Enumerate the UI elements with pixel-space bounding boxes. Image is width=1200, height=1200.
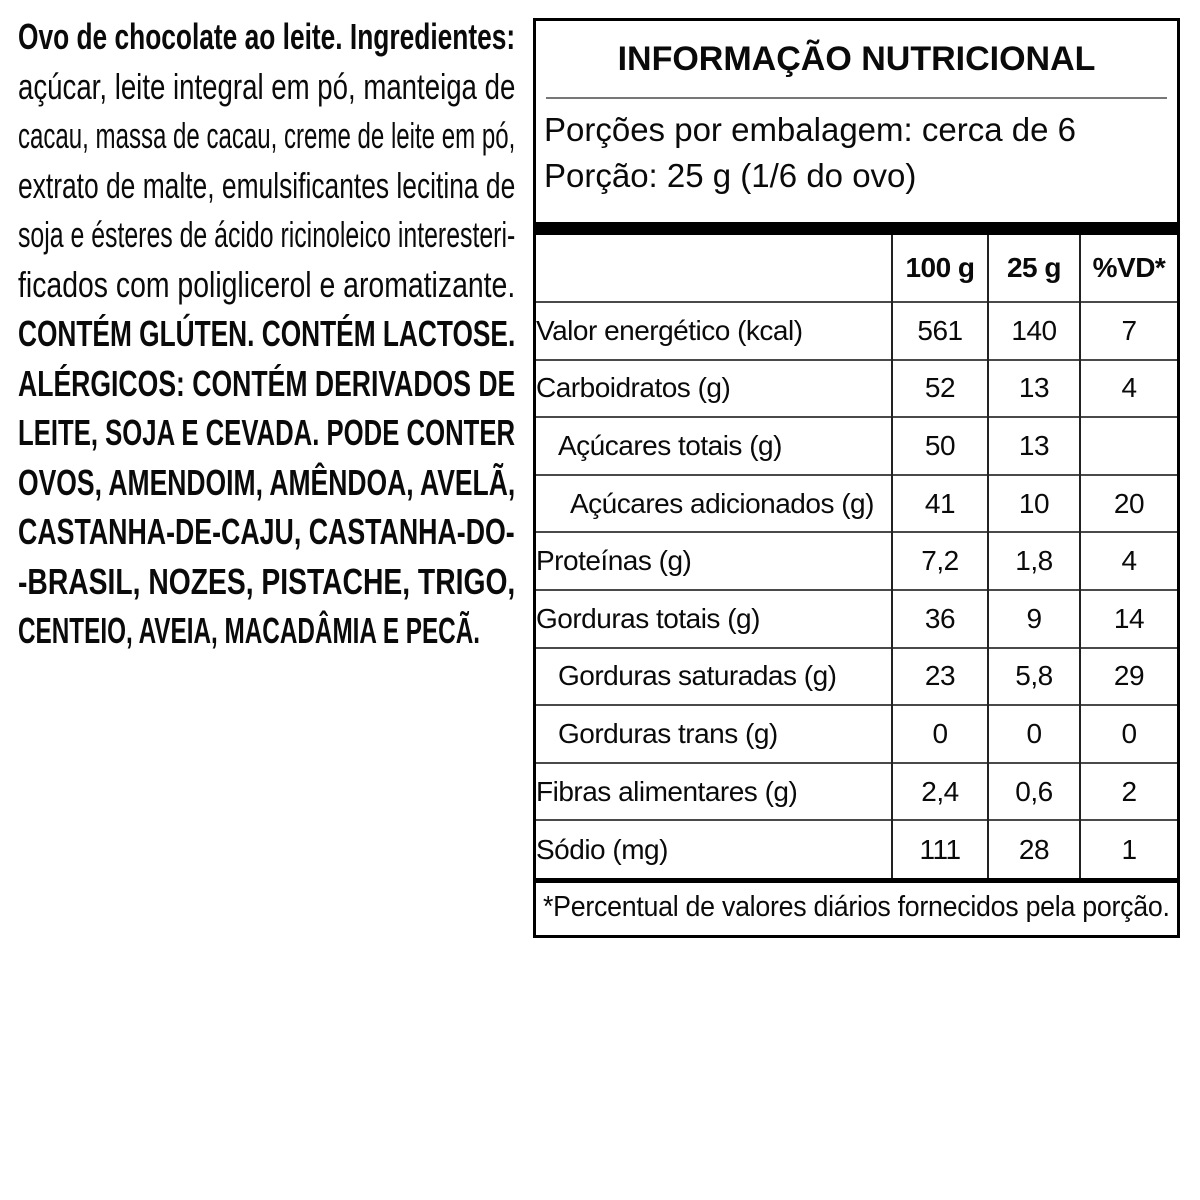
row-value-100g: 52 [892,360,988,418]
row-value-vd: 4 [1080,532,1177,590]
row-label: Gorduras saturadas (g) [536,648,892,706]
row-value-vd: 20 [1080,475,1177,533]
allergen-line: CASTANHA-DE-CAJU, CASTANHA-DO- [18,511,515,552]
row-value-vd: 29 [1080,648,1177,706]
allergen-line: CONTÉM GLÚTEN. CONTÉM LACTOSE. [18,313,516,354]
row-value-vd: 2 [1080,763,1177,821]
row-value-25g: 5,8 [988,648,1080,706]
allergen-line: OVOS, AMENDOIM, AMÊNDOA, AVELÃ, [18,461,516,503]
row-value-100g: 111 [892,820,988,878]
ingredients-line: ficados com poliglicerol e aromatizante. [18,263,516,305]
row-label: Carboidratos (g) [536,360,892,418]
row-value-vd [1080,417,1177,475]
table-row [536,763,1177,821]
servings-per-package: Porções por embalagem: cerca de 6 [544,111,1076,148]
row-label: Sódio (mg) [536,820,892,878]
row-value-vd: 1 [1080,820,1177,878]
header-25g: 25 g [988,235,1080,302]
ingredients-line: açúcar, leite integral em pó, manteiga de [18,65,516,107]
allergen-line: LEITE, SOJA E CEVADA. PODE CONTER [18,412,516,453]
row-value-100g: 2,4 [892,763,988,821]
ingredients-line: Ovo de chocolate ao leite. Ingredientes: [18,16,516,57]
row-label: Gorduras totais (g) [536,590,892,648]
row-value-100g: 36 [892,590,988,648]
row-value-25g: 9 [988,590,1080,648]
row-value-100g: 50 [892,417,988,475]
ingredients-line: soja e ésteres de ácido ricinoleico interesteri- [18,214,516,255]
row-label: Açúcares adicionados (g) [536,475,892,533]
ingredients-text [18,12,515,656]
table-header-row [536,235,1177,302]
allergen-line: -BRASIL, NOZES, PISTACHE, TRIGO, [18,560,516,602]
table-row [536,705,1177,763]
row-value-25g: 28 [988,820,1080,878]
row-value-25g: 13 [988,417,1080,475]
table-row [536,475,1177,533]
row-value-25g: 1,8 [988,532,1080,590]
panel-title: INFORMAÇÃO NUTRICIONAL [617,39,1096,78]
row-value-100g: 0 [892,705,988,763]
row-value-25g: 13 [988,360,1080,418]
table-row [536,360,1177,418]
row-label: Proteínas (g) [536,532,892,590]
header-100g: 100 g [892,235,988,302]
row-value-100g: 23 [892,648,988,706]
portion-size: Porção: 25 g (1/6 do ovo) [544,157,917,194]
row-value-100g: 7,2 [892,532,988,590]
table-row [536,820,1177,878]
nutrition-panel [533,18,1180,938]
thick-bar-top [536,222,1177,235]
row-value-25g: 0,6 [988,763,1080,821]
header-vd: %VD* [1092,252,1166,283]
table-row [536,590,1177,648]
table-row [536,417,1177,475]
row-label: Fibras alimentares (g) [536,763,892,821]
allergen-line: ALÉRGICOS: CONTÉM DERIVADOS DE [18,362,516,404]
row-label: Gorduras trans (g) [536,705,892,763]
nutrition-table [536,235,1177,878]
footnote: *Percentual de valores diários fornecidos pela porção. [543,891,1170,924]
row-value-vd: 0 [1080,705,1177,763]
row-value-25g: 10 [988,475,1080,533]
row-value-100g: 561 [892,302,988,360]
table-row [536,532,1177,590]
row-label: Açúcares totais (g) [536,417,892,475]
table-row [536,302,1177,360]
serving-info [536,99,1177,199]
ingredients-line: cacau, massa de cacau, creme de leite em pó, [18,115,516,156]
row-value-vd: 14 [1080,590,1177,648]
row-value-25g: 0 [988,705,1080,763]
allergen-line: CENTEIO, AVEIA, MACADÂMIA E PECÃ. [18,610,481,651]
ingredients-line: extrato de malte, emulsificantes lecitina de [18,164,516,206]
row-label: Valor energético (kcal) [536,302,892,360]
row-value-vd: 7 [1080,302,1177,360]
row-value-25g: 140 [988,302,1080,360]
header-empty [536,235,892,302]
row-value-100g: 41 [892,475,988,533]
row-value-vd: 4 [1080,360,1177,418]
table-row [536,648,1177,706]
